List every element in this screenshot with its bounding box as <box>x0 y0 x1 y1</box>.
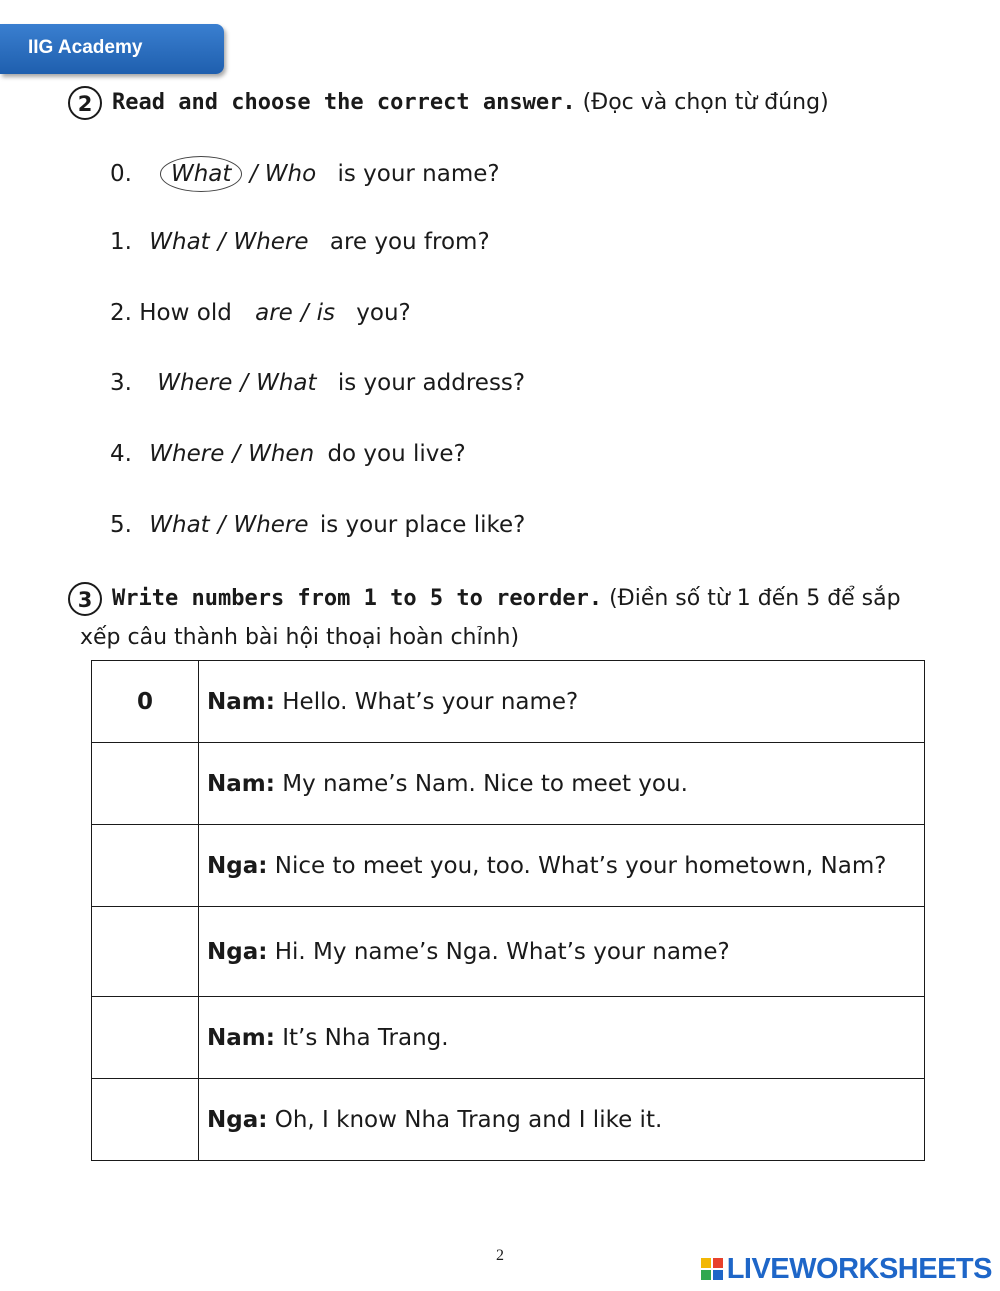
question-tail: are you from? <box>329 229 490 255</box>
dialogue-line-cell <box>199 743 925 825</box>
speaker-label: Nam: <box>207 1024 275 1051</box>
dialogue-text: Hello. What’s your name? <box>282 688 579 715</box>
table-row <box>92 743 925 825</box>
order-number-input-cell[interactable] <box>92 743 199 825</box>
question-tail: is your place like? <box>319 512 526 538</box>
question-1: 1. What / Where are you from? <box>110 229 490 255</box>
question-tail: you? <box>356 300 411 326</box>
section-3-title: Write numbers from 1 to 5 to reorder. <box>112 586 603 611</box>
answer-choice-4b[interactable]: When <box>248 441 315 467</box>
table-row <box>92 907 925 997</box>
answer-choice-2b[interactable]: is <box>316 300 335 326</box>
question-prefix: 2. How old <box>110 300 232 326</box>
speaker-label: Nam: <box>207 688 275 715</box>
question-prefix: 4. <box>110 441 132 467</box>
answer-choice-5a[interactable]: What <box>149 512 210 538</box>
question-3: 3. Where / What is your address? <box>110 370 526 396</box>
section-2-title: Read and choose the correct answer. <box>112 90 576 115</box>
dialogue-text: Hi. My name’s Nga. What’s your name? <box>274 938 730 965</box>
question-prefix: 5. <box>110 512 132 538</box>
table-row <box>92 1079 925 1161</box>
question-5: 5. What / Where is your place like? <box>110 512 526 538</box>
question-tail: is your name? <box>337 161 500 187</box>
answer-choice-who[interactable]: / Who <box>249 161 317 187</box>
iig-academy-badge: IIG Academy <box>0 24 224 74</box>
section-3-subtitle-line1: (Điền số từ 1 đến 5 để sắp <box>609 586 901 611</box>
dialogue-line-cell <box>199 997 925 1079</box>
table-row <box>92 661 925 743</box>
answer-choice-1b[interactable]: Where <box>233 229 309 255</box>
answer-choice-2a[interactable]: are <box>255 300 293 326</box>
question-4: 4. Where / When do you live? <box>110 441 466 467</box>
section-2-heading <box>68 86 829 120</box>
table-row <box>92 997 925 1079</box>
question-prefix: 0. <box>110 161 132 187</box>
dialogue-line-cell <box>199 661 925 743</box>
answer-choice-3a[interactable]: Where <box>157 370 233 396</box>
order-number-input-cell[interactable] <box>92 825 199 907</box>
dialogue-text: Oh, I know Nha Trang and I like it. <box>274 1106 663 1133</box>
question-prefix: 1. <box>110 229 132 255</box>
section-3-heading <box>68 582 901 616</box>
answer-choice-3b[interactable]: What <box>256 370 317 396</box>
dialogue-table <box>91 660 925 1161</box>
page-number: 2 <box>496 1247 504 1264</box>
section-2-number: 2 <box>68 86 102 120</box>
speaker-label: Nga: <box>207 938 268 965</box>
question-prefix: 3. <box>110 370 132 396</box>
section-2-subtitle: (Đọc và chọn từ đúng) <box>582 90 829 115</box>
dialogue-text: Nice to meet you, too. What’s your hometown, Nam? <box>274 852 887 879</box>
dialogue-line-cell <box>199 825 925 907</box>
section-3-number: 3 <box>68 582 102 616</box>
answer-choice-1a[interactable]: What <box>149 229 210 255</box>
speaker-label: Nga: <box>207 1106 268 1133</box>
answer-choice-5b[interactable]: Where <box>233 512 309 538</box>
dialogue-line-cell <box>199 1079 925 1161</box>
question-0 <box>110 156 500 192</box>
dialogue-text: My name’s Nam. Nice to meet you. <box>282 770 688 797</box>
section-3-subtitle-line2: xếp câu thành bài hội thoại hoàn chỉnh) <box>80 625 520 650</box>
liveworksheets-mark-icon <box>701 1258 723 1280</box>
speaker-label: Nga: <box>207 852 268 879</box>
table-row <box>92 825 925 907</box>
question-2: 2. How old are / is you? <box>110 300 411 326</box>
dialogue-line-cell <box>199 907 925 997</box>
speaker-label: Nam: <box>207 770 275 797</box>
dialogue-text: It’s Nha Trang. <box>282 1024 449 1051</box>
answer-choice-4a[interactable]: Where <box>149 441 225 467</box>
liveworksheets-wordmark: LIVEWORKSHEETS <box>726 1252 992 1285</box>
order-number-input-cell[interactable] <box>92 907 199 997</box>
answer-choice-what-circled[interactable]: What <box>160 156 242 192</box>
question-tail: do you live? <box>327 441 466 467</box>
liveworksheets-logo <box>701 1252 992 1286</box>
order-number-input-cell[interactable] <box>92 997 199 1079</box>
order-number-cell: 0 <box>92 661 199 743</box>
order-number-input-cell[interactable] <box>92 1079 199 1161</box>
question-tail: is your address? <box>337 370 526 396</box>
